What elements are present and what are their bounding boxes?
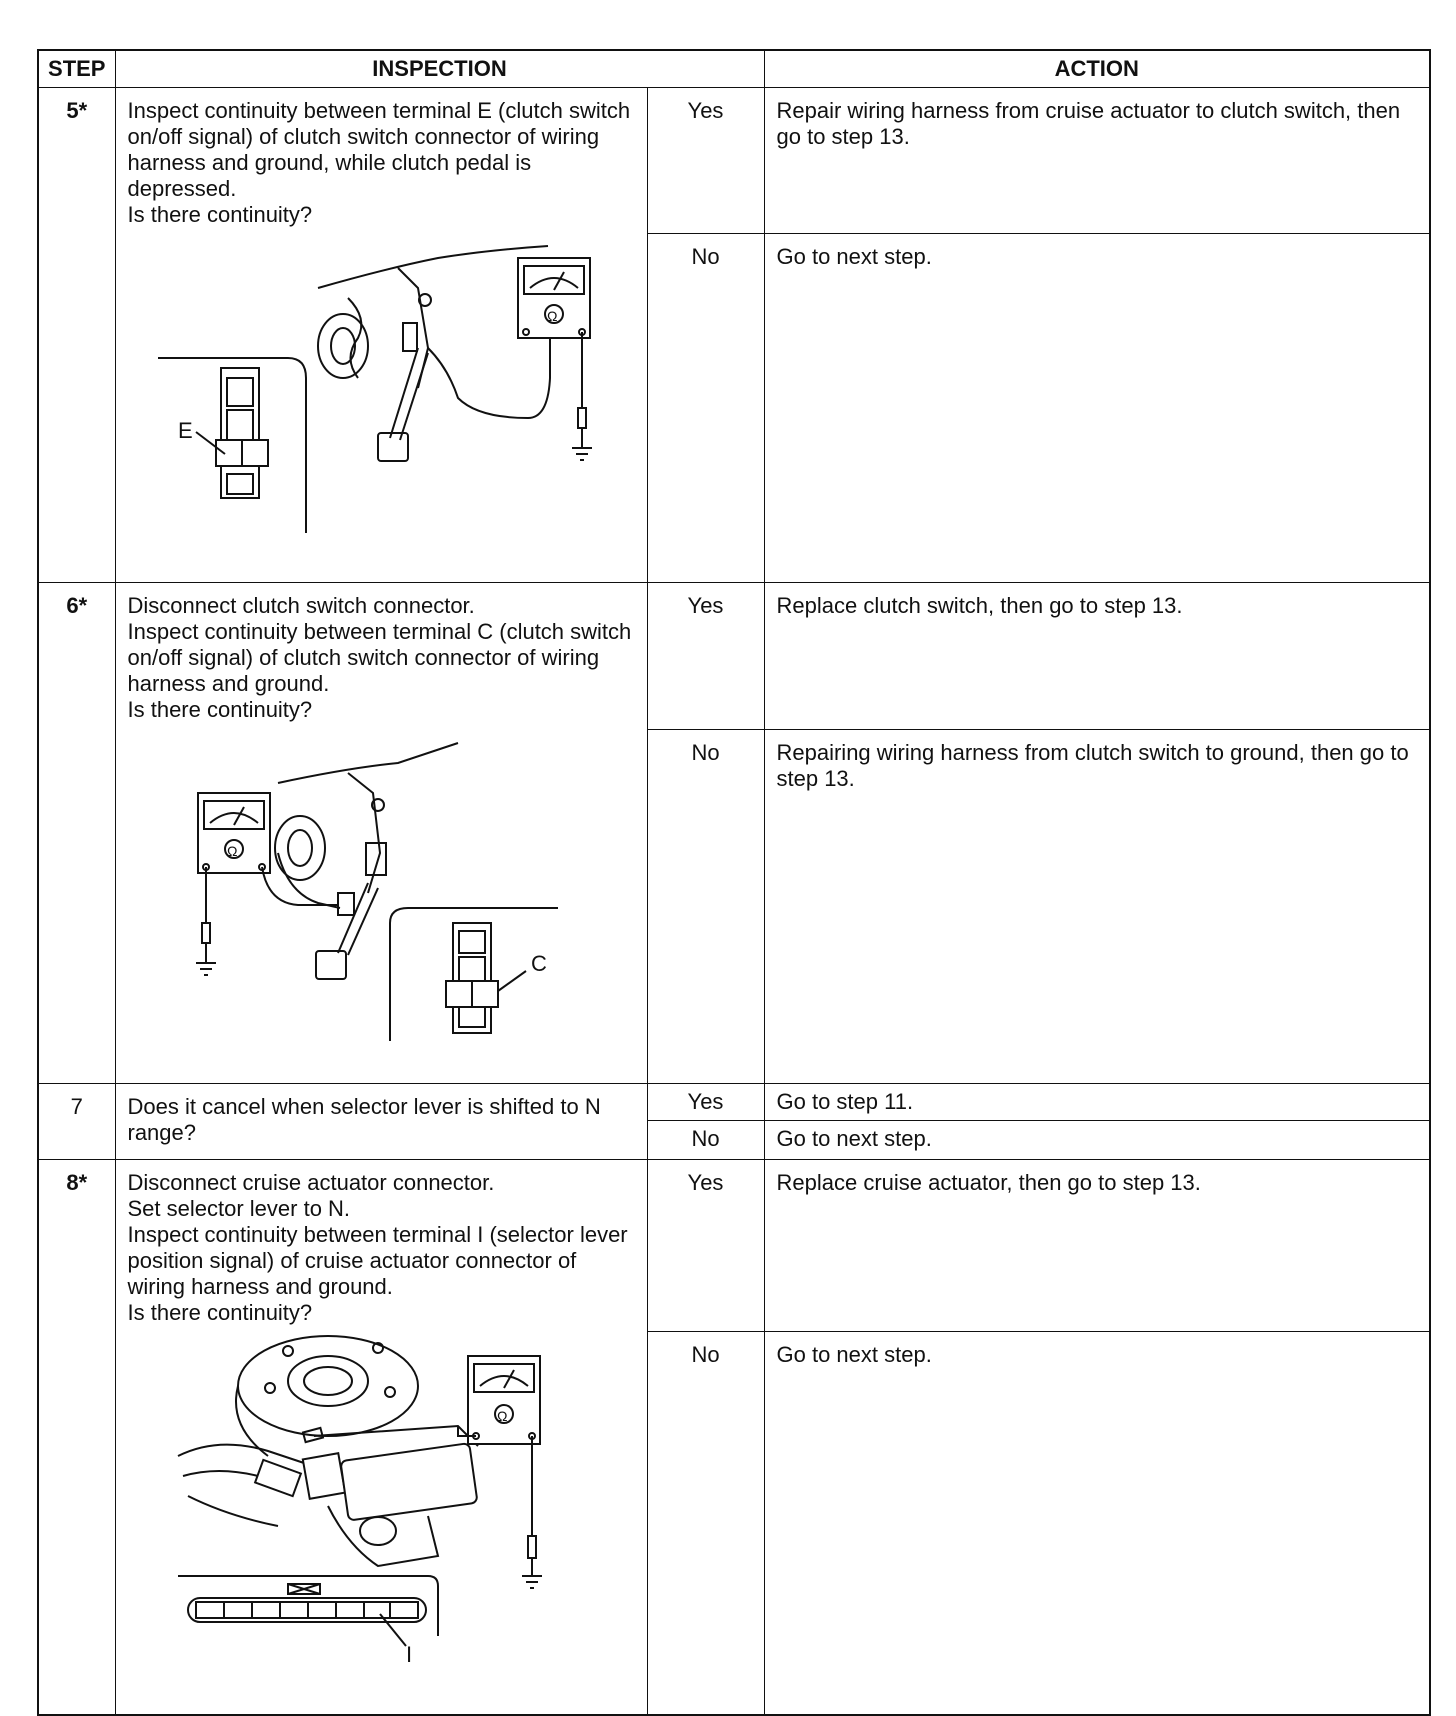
terminal-label: E	[177, 418, 193, 443]
cruise-actuator-diagram-i	[128, 1326, 638, 1666]
answer-yes: Yes	[647, 1084, 764, 1121]
ohm-symbol: Ω	[496, 1408, 507, 1424]
answer-no: No	[647, 730, 764, 1084]
terminal-label: C	[530, 951, 547, 976]
inspection-text: Disconnect cruise actuator connector.	[127, 1170, 495, 1195]
step-number: 8*	[38, 1160, 115, 1715]
step-number: 6*	[38, 583, 115, 1084]
action-text: Repairing wiring harness from clutch switch to ground, then go to step 13.	[764, 730, 1430, 1084]
table-row	[38, 1160, 1430, 1332]
inspection-question: Is there continuity?	[127, 1300, 313, 1325]
table-row	[38, 1084, 1430, 1121]
header-step: STEP	[38, 50, 115, 88]
header-action: ACTION	[764, 50, 1430, 88]
answer-yes: Yes	[647, 583, 764, 730]
table-header-row	[38, 50, 1430, 88]
answer-yes: Yes	[647, 1160, 764, 1332]
action-text: Replace clutch switch, then go to step 13.	[764, 583, 1430, 730]
ohm-symbol: Ω	[546, 308, 557, 324]
action-text: Replace cruise actuator, then go to step 13.	[764, 1160, 1430, 1332]
table-row	[38, 88, 1430, 234]
table-row	[38, 583, 1430, 730]
header-inspection: INSPECTION	[115, 50, 764, 88]
action-text: Repair wiring harness from cruise actuator to clutch switch, then go to step 13.	[764, 88, 1430, 234]
inspection-cell	[115, 1160, 647, 1715]
ohmmeter-icon	[518, 258, 590, 338]
inspection-text: Inspect continuity between terminal I (selector lever position signal) of cruise actuator connector of wiring harness and ground.	[127, 1222, 628, 1299]
action-text: Go to next step.	[764, 1121, 1430, 1160]
answer-no: No	[647, 1332, 764, 1715]
inspection-cell	[115, 583, 647, 1084]
clutch-switch-diagram-e	[128, 228, 638, 538]
inspection-question: Is there continuity?	[127, 202, 313, 227]
inspection-text: Set selector lever to N.	[127, 1196, 351, 1221]
inspection-cell	[115, 1084, 647, 1160]
step-number: 7	[38, 1084, 115, 1160]
step-number: 5*	[38, 88, 115, 583]
ohmmeter-icon	[198, 793, 270, 873]
clutch-switch-diagram-c	[128, 723, 638, 1043]
inspection-text: Inspect continuity between terminal E (clutch switch on/off signal) of clutch switch connector of wiring harness and ground, while clutch pedal is depressed.	[127, 98, 631, 201]
ohmmeter-icon	[468, 1356, 540, 1444]
inspection-question: Does it cancel when selector lever is shifted to N range?	[127, 1094, 601, 1145]
answer-no: No	[647, 234, 764, 583]
inspection-question: Is there continuity?	[127, 697, 313, 722]
terminal-label: I	[405, 1642, 412, 1666]
inspection-text: Inspect continuity between terminal C (clutch switch on/off signal) of clutch switch connector of wiring harness and ground.	[127, 619, 632, 696]
action-text: Go to next step.	[764, 1332, 1430, 1715]
ohm-symbol: Ω	[226, 843, 237, 859]
answer-yes: Yes	[647, 88, 764, 234]
answer-no: No	[647, 1121, 764, 1160]
diagnostic-table	[37, 49, 1431, 1716]
action-text: Go to next step.	[764, 234, 1430, 583]
inspection-cell	[115, 88, 647, 583]
inspection-text: Disconnect clutch switch connector.	[127, 593, 475, 618]
action-text: Go to step 11.	[764, 1084, 1430, 1121]
